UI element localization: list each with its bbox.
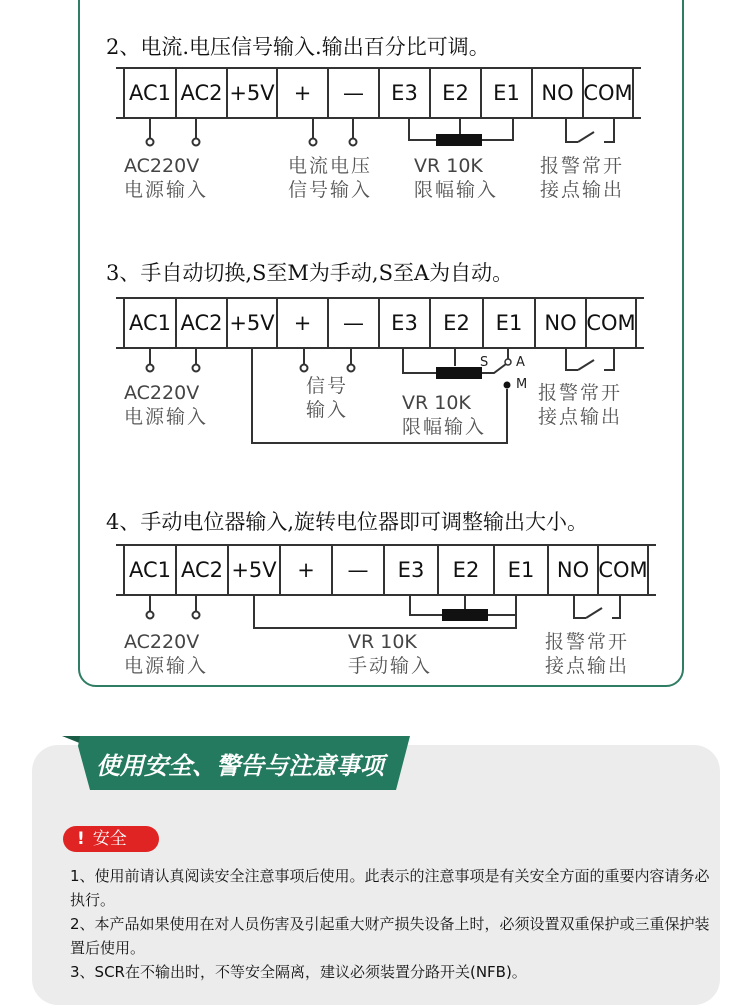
terminal-label: +: [293, 311, 312, 335]
terminal-label: E1: [495, 311, 523, 335]
terminal-label: COM: [586, 311, 636, 335]
safety-badge-label: 安全: [92, 829, 127, 849]
terminal-label: E3: [391, 311, 418, 335]
terminal-label: E2: [443, 311, 470, 335]
signal-label-line2: 输入: [306, 399, 349, 421]
section-2-title: 2、电流.电压信号输入.输出百分比可调。: [106, 35, 490, 59]
section-4-title: 4、手动电位器输入,旋转电位器即可调整输出大小。: [106, 510, 589, 534]
terminal-label: —: [343, 311, 364, 335]
terminal-label: —: [347, 558, 369, 582]
terminal-label: AC1: [128, 311, 172, 335]
terminal-label: COM: [598, 558, 648, 582]
vr-label-line1: VR 10K: [414, 155, 483, 177]
alarm-label-line1: 报警常开: [538, 382, 623, 404]
signal-label-line1: 信号: [306, 375, 349, 397]
terminal-block: [116, 545, 656, 595]
terminal-label: E2: [442, 81, 469, 105]
vr-label-line2: 限幅输入: [402, 416, 487, 438]
potentiometer-symbol: [442, 609, 488, 621]
power-label-line2: 电源输入: [124, 655, 209, 677]
vr-label-line2: 手动输入: [348, 655, 433, 677]
signal-label-line1: 电流电压: [288, 155, 373, 177]
terminal-label: NO: [556, 558, 590, 582]
terminal-label: COM: [583, 81, 633, 105]
warning-icon: !: [77, 829, 85, 849]
terminal-label: E3: [397, 558, 425, 582]
signal-label-line2: 信号输入: [288, 179, 373, 201]
vr-label-line2: 限幅输入: [414, 179, 499, 201]
terminal-label: AC2: [180, 558, 224, 582]
alarm-label-line1: 报警常开: [540, 155, 625, 177]
terminal-label: +5V: [231, 558, 277, 582]
switch-a-label: A: [516, 355, 525, 370]
alarm-label-line2: 接点输出: [540, 179, 625, 201]
terminal-label: E1: [493, 81, 520, 105]
safety-badge: [63, 826, 159, 852]
terminal-label: AC1: [128, 81, 172, 105]
terminal-label: +5V: [229, 81, 275, 105]
vr-label-line1: VR 10K: [402, 392, 471, 414]
section-3-title: 3、手自动切换,S至M为手动,S至A为自动。: [106, 261, 514, 285]
alarm-label-line2: 接点输出: [545, 655, 630, 677]
alarm-label-line2: 接点输出: [538, 406, 623, 428]
vr-label-line1: VR 10K: [348, 631, 417, 653]
switch-s-label: S: [480, 355, 489, 370]
terminal-label: NO: [544, 311, 577, 335]
terminal-label: E1: [507, 558, 535, 582]
terminal-label: +: [297, 558, 315, 582]
terminal-label: +: [293, 81, 312, 105]
alarm-label-line1: 报警常开: [545, 631, 630, 653]
safety-item: 2、本产品如果使用在对人员伤害及引起重大财产损失设备上时，必须设置双重保护或三重保护装置后使用。: [70, 915, 710, 957]
power-label-line1: AC220V: [124, 631, 200, 653]
power-label-line1: AC220V: [124, 155, 200, 177]
power-label-line2: 电源输入: [124, 406, 209, 428]
safety-heading: 使用安全、警告与注意事项: [96, 752, 384, 780]
terminal-label: +5V: [229, 311, 275, 335]
terminal-label: E3: [391, 81, 418, 105]
safety-item: 3、SCR在不输出时，不等安全隔离，建议必须装置分路开关(NFB)。: [70, 963, 527, 981]
terminal-label: AC1: [128, 558, 172, 582]
safety-item: 1、使用前请认真阅读安全注意事项后使用。此表示的注意事项是有关安全方面的重要内容请务必执行。: [70, 867, 710, 909]
power-label-line2: 电源输入: [124, 179, 209, 201]
power-label-line1: AC220V: [124, 382, 200, 404]
terminal-label: NO: [541, 81, 574, 105]
switch-m-label: M: [516, 377, 528, 392]
terminal-label: E2: [452, 558, 480, 582]
terminal-label: —: [343, 81, 364, 105]
terminal-label: AC2: [180, 81, 223, 105]
terminal-label: AC2: [180, 311, 223, 335]
